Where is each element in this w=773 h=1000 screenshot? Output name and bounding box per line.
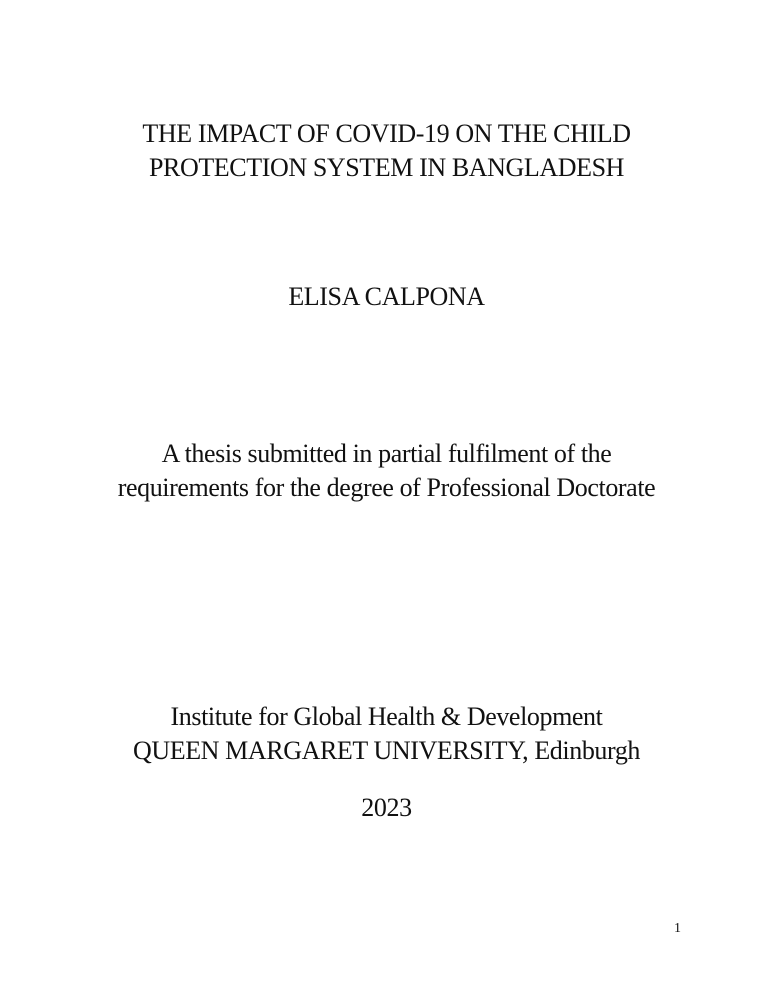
author-name [0, 280, 773, 314]
thesis-statement [0, 437, 773, 505]
thesis-title [0, 117, 773, 185]
author-name-text: ELISA CALPONA [288, 282, 485, 311]
thesis-statement-line-1: A thesis submitted in partial fulfilment of the [161, 439, 612, 468]
thesis-statement-line-2: requirements for the degree of Professional Doctorate [117, 473, 656, 502]
submission-year-text: 2023 [361, 793, 412, 822]
institution [0, 700, 773, 768]
thesis-title-line-1: THE IMPACT OF COVID-19 ON THE CHILD [142, 119, 631, 148]
institution-line-1: Institute for Global Health & Development [170, 702, 603, 731]
thesis-title-line-2: PROTECTION SYSTEM IN BANGLADESH [148, 153, 625, 182]
submission-year [0, 791, 773, 825]
institution-line-2: QUEEN MARGARET UNIVERSITY, Edinburgh [132, 736, 641, 765]
page-number: 1 [674, 921, 681, 936]
